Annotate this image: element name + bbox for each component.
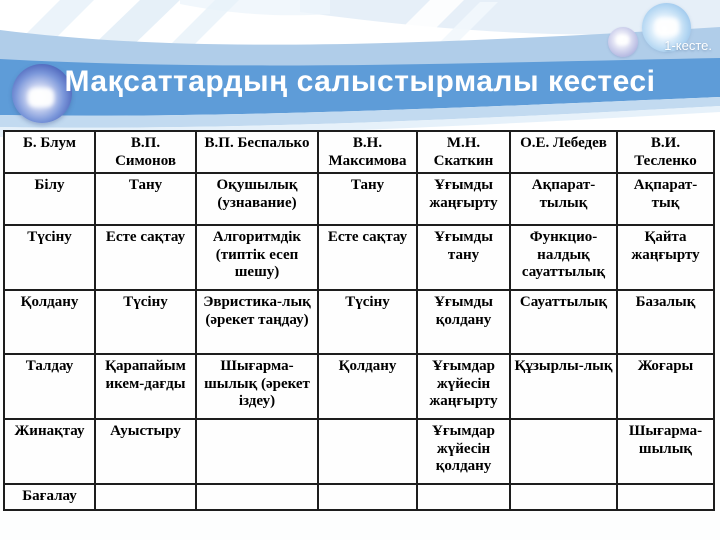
sphere-decoration-small — [608, 27, 638, 57]
table-cell: Білу — [4, 173, 95, 225]
table-cell — [510, 484, 617, 510]
table-row — [4, 225, 714, 290]
table-cell: Ұғымды жаңғырту — [417, 173, 510, 225]
table-cell: Есте сақтау — [95, 225, 196, 290]
column-header: Б. Блум — [4, 131, 95, 173]
column-header: В.Н. Максимова — [318, 131, 417, 173]
table-cell — [318, 419, 417, 484]
table-cell: Түсіну — [95, 290, 196, 354]
table-row — [4, 484, 714, 510]
table-row — [4, 173, 714, 225]
table-cell: Базалық — [617, 290, 714, 354]
table-cell: Қолдану — [4, 290, 95, 354]
column-header: В.П. Беспалько — [196, 131, 318, 173]
table-cell: Жинақтау — [4, 419, 95, 484]
table-cell: Қайта жаңғырту — [617, 225, 714, 290]
table-cell: Талдау — [4, 354, 95, 419]
table-cell — [196, 484, 318, 510]
table-row — [4, 419, 714, 484]
table-cell — [95, 484, 196, 510]
table-cell: Тану — [95, 173, 196, 225]
table-row — [4, 354, 714, 419]
table-cell: Ақпарат-тық — [617, 173, 714, 225]
table-body — [4, 173, 714, 510]
column-header: М.Н. Скаткин — [417, 131, 510, 173]
table-cell: Ауыстыру — [95, 419, 196, 484]
column-header: В.И. Тесленко — [617, 131, 714, 173]
table-cell: Қолдану — [318, 354, 417, 419]
table-cell — [196, 419, 318, 484]
table-cell — [617, 484, 714, 510]
table-caption-note: 1-кесте. — [664, 38, 712, 53]
table-cell: Функцио-налдық сауаттылық — [510, 225, 617, 290]
table-cell: Сауаттылық — [510, 290, 617, 354]
table-cell: Тану — [318, 173, 417, 225]
table-cell: Ұғымдар жүйесін жаңғырту — [417, 354, 510, 419]
table-cell: Эвристика-лық (әрекет таңдау) — [196, 290, 318, 354]
page-title: Мақсаттардың салыстырмалы кестесі — [64, 65, 656, 98]
table-cell — [417, 484, 510, 510]
comparison-table — [3, 130, 715, 511]
table-cell — [318, 484, 417, 510]
table-cell: Түсіну — [318, 290, 417, 354]
header-row — [4, 131, 714, 173]
table-container — [3, 130, 715, 511]
table-cell: Алгоритмдік (типтік есеп шешу) — [196, 225, 318, 290]
table-cell: Шығарма-шылық — [617, 419, 714, 484]
table-cell: Қарапайым икем-дағды — [95, 354, 196, 419]
sphere-gloss — [655, 18, 679, 36]
table-cell: Жоғары — [617, 354, 714, 419]
table-cell: Ақпарат-тылық — [510, 173, 617, 225]
table-cell: Оқушылық (узнавание) — [196, 173, 318, 225]
table-row — [4, 290, 714, 354]
table-cell: Бағалау — [4, 484, 95, 510]
sphere-gloss — [616, 35, 629, 45]
table-cell: Түсіну — [4, 225, 95, 290]
column-header: О.Е. Лебедев — [510, 131, 617, 173]
table-cell: Шығарма-шылық (әрекет іздеу) — [196, 354, 318, 419]
table-head — [4, 131, 714, 173]
table-cell: Ұғымдар жүйесін қолдану — [417, 419, 510, 484]
table-cell — [510, 419, 617, 484]
table-cell: Есте сақтау — [318, 225, 417, 290]
table-cell: Ұғымды тану — [417, 225, 510, 290]
column-header: В.П. Симонов — [95, 131, 196, 173]
table-cell: Құзырлы-лық — [510, 354, 617, 419]
table-cell: Ұғымды қолдану — [417, 290, 510, 354]
